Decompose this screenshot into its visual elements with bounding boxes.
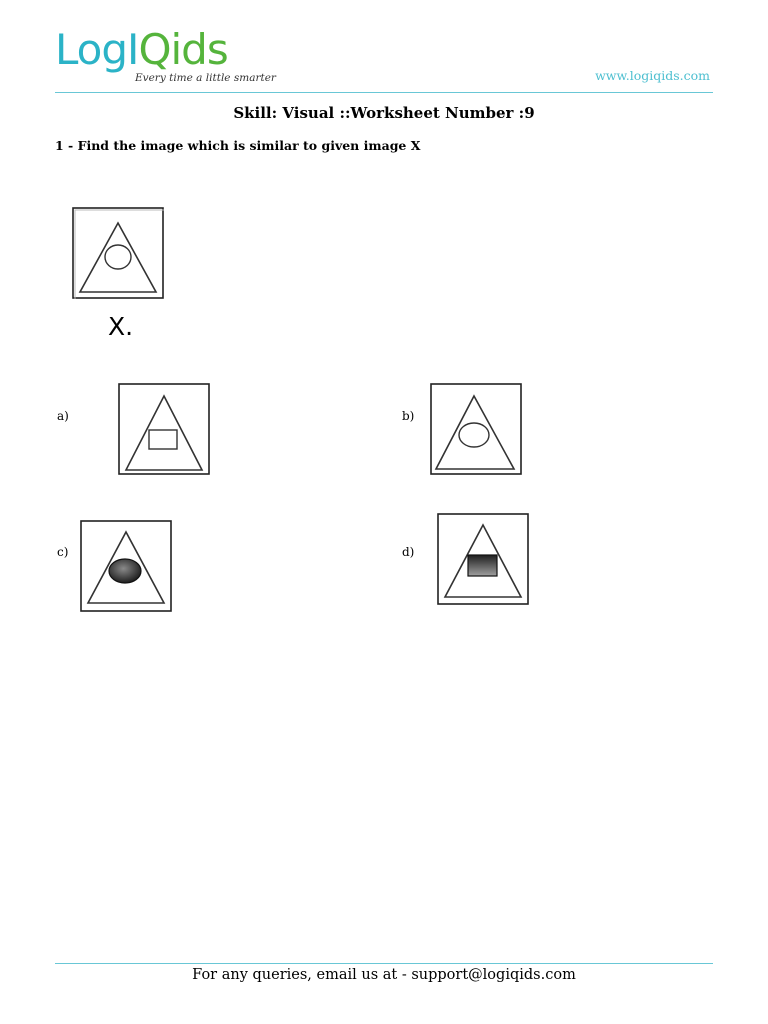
logo-letter: Q [138, 25, 171, 74]
given-image-label: X. [108, 312, 134, 341]
worksheet-title: Skill: Visual ::Worksheet Number :9 [233, 104, 535, 122]
question-text: 1 - Find the image which is similar to given image X [55, 138, 421, 153]
logo-letter: i [170, 25, 182, 74]
logo-letter: g [101, 25, 128, 74]
logo-letter: s [206, 25, 228, 74]
logo-tagline: Every time a little smarter [135, 72, 276, 84]
option-d-image[interactable] [437, 513, 529, 605]
logo-letter: L [55, 25, 77, 74]
footer-divider [55, 963, 713, 964]
logiqids-logo[interactable] [55, 26, 295, 88]
option-c-label: c) [57, 545, 69, 559]
site-url-link[interactable]: www.logiqids.com [595, 68, 710, 83]
logo-letter: I [127, 25, 139, 74]
option-b-label: b) [402, 409, 415, 423]
logo-letter: d [181, 25, 207, 74]
logo-wordmark [55, 26, 228, 74]
option-d-label: d) [402, 545, 415, 559]
header-divider [55, 92, 713, 93]
logo-letter: o [76, 25, 102, 74]
option-a-label: a) [57, 409, 69, 423]
footer-contact: For any queries, email us at - support@logiqids.com [192, 967, 576, 983]
given-image-x [72, 207, 164, 299]
option-a-image[interactable] [118, 383, 210, 475]
option-c-image[interactable] [80, 520, 172, 612]
option-b-image[interactable] [430, 383, 522, 475]
